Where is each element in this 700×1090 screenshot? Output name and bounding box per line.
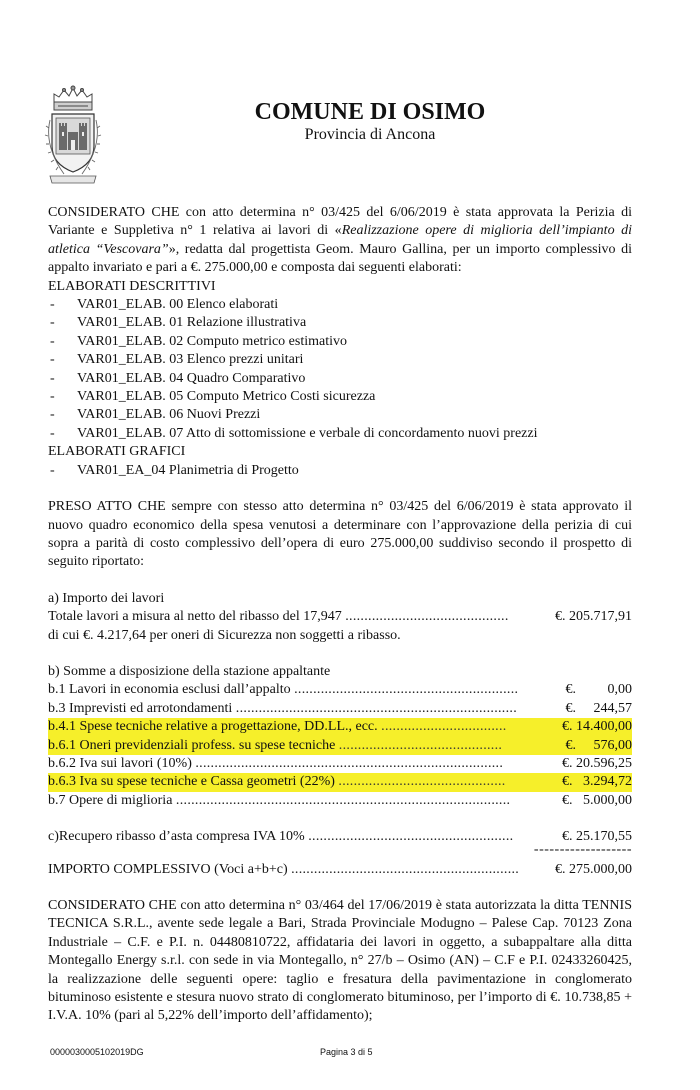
heading-somme-disposizione: b) Somme a disposizione della stazione appaltante: [48, 663, 331, 679]
row-b62: [48, 755, 632, 773]
row-importo-complessivo: [48, 861, 632, 879]
note-oneri-sicurezza: di cui €. 4.217,64 per oneri di Sicurezza non soggetti a ribasso.: [48, 627, 401, 643]
row-label: b.7 Opere di miglioria: [48, 792, 176, 808]
row-dots: ...........................................................: [294, 682, 519, 698]
row-dots: .................................................................................: [195, 755, 504, 771]
list-item: - VAR01_ELAB. 06 Nuovi Prezzi: [48, 406, 632, 424]
row-label: b.1 Lavori in economia esclusi dall’appalto: [48, 682, 295, 698]
row-dots: ..........................................................................: [235, 700, 517, 716]
row-b41-highlighted: [48, 718, 632, 736]
list-elaborati-grafici: [48, 462, 632, 480]
row-b61-highlighted: [48, 737, 632, 755]
list-item: - VAR01_EA_04 Planimetria di Progetto: [48, 462, 632, 480]
row-dots: ............................................: [338, 774, 506, 790]
row-dots: ........................................................................................: [175, 792, 511, 808]
row-dots: ...........................................: [345, 609, 509, 625]
row-value: €. 14.400,00: [562, 719, 632, 735]
document-body: [48, 204, 632, 1026]
paragraph-preso-atto: PRESO ATTO CHE sempre con stesso atto determina n° 03/425 del 6/06/2019 è stata approvato il nuovo quadro economico della spesa venutosi a determinare con l’approvazione della perizia di cui sopra a parità di costo complessivo dell’opera di euro 275.000,00 suddiviso secondo il prospetto di seguito riportato:: [48, 499, 632, 570]
list-item: - VAR01_ELAB. 07 Atto di sottomissione e verbale di concordamento nuovi prezzi: [48, 425, 632, 443]
row-b7: [48, 792, 632, 810]
list-item: - VAR01_ELAB. 03 Elenco prezzi unitari: [48, 351, 632, 369]
row-value: €. 576,00: [565, 737, 632, 753]
row-dots: ...........................................: [338, 737, 503, 753]
row-value: €. 244,57: [565, 700, 632, 716]
project-title: Realizzazione opere di miglioria dell’impianto di atletica “Vescovara”: [48, 223, 632, 257]
row-label: IMPORTO COMPLESSIVO (Voci a+b+c): [48, 861, 292, 877]
row-value: €. 205.717,91: [555, 609, 632, 625]
heading-elaborati-descrittivi: ELABORATI DESCRITTIVI: [48, 278, 216, 294]
row-value: €. 25.170,55: [562, 829, 632, 845]
row-label: b.3 Imprevisti ed arrotondamenti: [48, 700, 236, 716]
row-b63-highlighted: [48, 773, 632, 791]
list-item: - VAR01_ELAB. 01 Relazione illustrativa: [48, 314, 632, 332]
paragraph-considerato-2: CONSIDERATO CHE con atto determina n° 03/464 del 17/06/2019 è stata autorizzata la ditta TENNIS TECNICA S.R.L., avente sede legale a Bari, Strada Provinciale Modugno – Palese Cap. 70123 Zona Industriale – C.F. e P.I. n. 04480810722, affidataria dei lavori in oggetto, a subappaltare alla ditta Montegallo Energy s.r.l. con sede in via Montegallo, n° 27/b – Osimo (AN) – C.F e P.I. 02433260425, la realizzazione delle seguenti opere: taglio e fresatura della pavimentazione in conglomerato bituminoso esistente e stesura nuovo strato di conglomerato bituminoso, per l’importo di €. 10.738,85 + I.V.A. 10% (pari al 5,22% dell’importo dell’affidamento);: [48, 898, 632, 1024]
row-label: Totale lavori a misura al netto del ribasso del 17,947: [48, 609, 346, 625]
paragraph-text: », redatta dal progettista Geom. Mauro Gallina, per un importo complessivo di appalto invariato e pari a €. 275.000,00 e composta dai seguenti elaborati:: [48, 241, 632, 276]
total-separator: [48, 841, 632, 861]
row-value: €. 3.294,72: [562, 774, 632, 790]
list-item: - VAR01_ELAB. 00 Elenco elaborati: [48, 296, 632, 314]
page-subtitle: Provincia di Ancona: [304, 126, 436, 143]
row-label: b.6.2 Iva sui lavori (10%): [48, 755, 196, 771]
row-value: €. 275.000,00: [555, 861, 632, 877]
row-dots: ......................................................: [308, 829, 514, 845]
footer-page-number: Pagina 3 di 5: [320, 1047, 373, 1057]
row-label: b.6.3 Iva su spese tecniche e Cassa geometri (22%): [48, 774, 339, 790]
row-b3: [48, 700, 632, 718]
paragraph-considerato-1: [48, 204, 632, 278]
heading-elaborati-grafici: ELABORATI GRAFICI: [48, 444, 186, 460]
row-value: €. 20.596,25: [562, 755, 632, 771]
list-item: - VAR01_ELAB. 05 Computo Metrico Costi sicurezza: [48, 388, 632, 406]
row-totale-lavori: [48, 608, 632, 626]
row-value: €. 5.000,00: [562, 792, 632, 808]
separator-dashes: -------------------: [533, 841, 632, 857]
list-item: - VAR01_ELAB. 04 Quadro Comparativo: [48, 370, 632, 388]
list-item: - VAR01_ELAB. 02 Computo metrico estimativo: [48, 333, 632, 351]
paragraph-text: CONSIDERATO CHE con atto determina n° 03/425 del 6/06/2019 è stata approvata la Perizia di Variante e Suppletiva n° 1 relativa ai lavori di «: [48, 205, 632, 239]
row-dots: .................................: [381, 719, 507, 735]
row-label: c)Recupero ribasso d’asta compresa IVA 10%: [48, 829, 309, 845]
row-b1: [48, 681, 632, 699]
page-title: COMUNE DI OSIMO: [254, 99, 486, 125]
footer-document-code: 0000030005102019DG: [50, 1047, 144, 1057]
municipal-crest-icon: [44, 84, 102, 189]
row-dots: ............................................................: [291, 861, 520, 877]
heading-importo-lavori: a) Importo dei lavori: [48, 590, 165, 606]
list-elaborati-descrittivi: [48, 296, 632, 443]
row-label: b.4.1 Spese tecniche relative a progettazione, DD.LL., ecc.: [48, 719, 382, 735]
row-value: €. 0,00: [565, 682, 632, 698]
row-label: b.6.1 Oneri previdenziali profess. su spese tecniche: [48, 737, 339, 753]
